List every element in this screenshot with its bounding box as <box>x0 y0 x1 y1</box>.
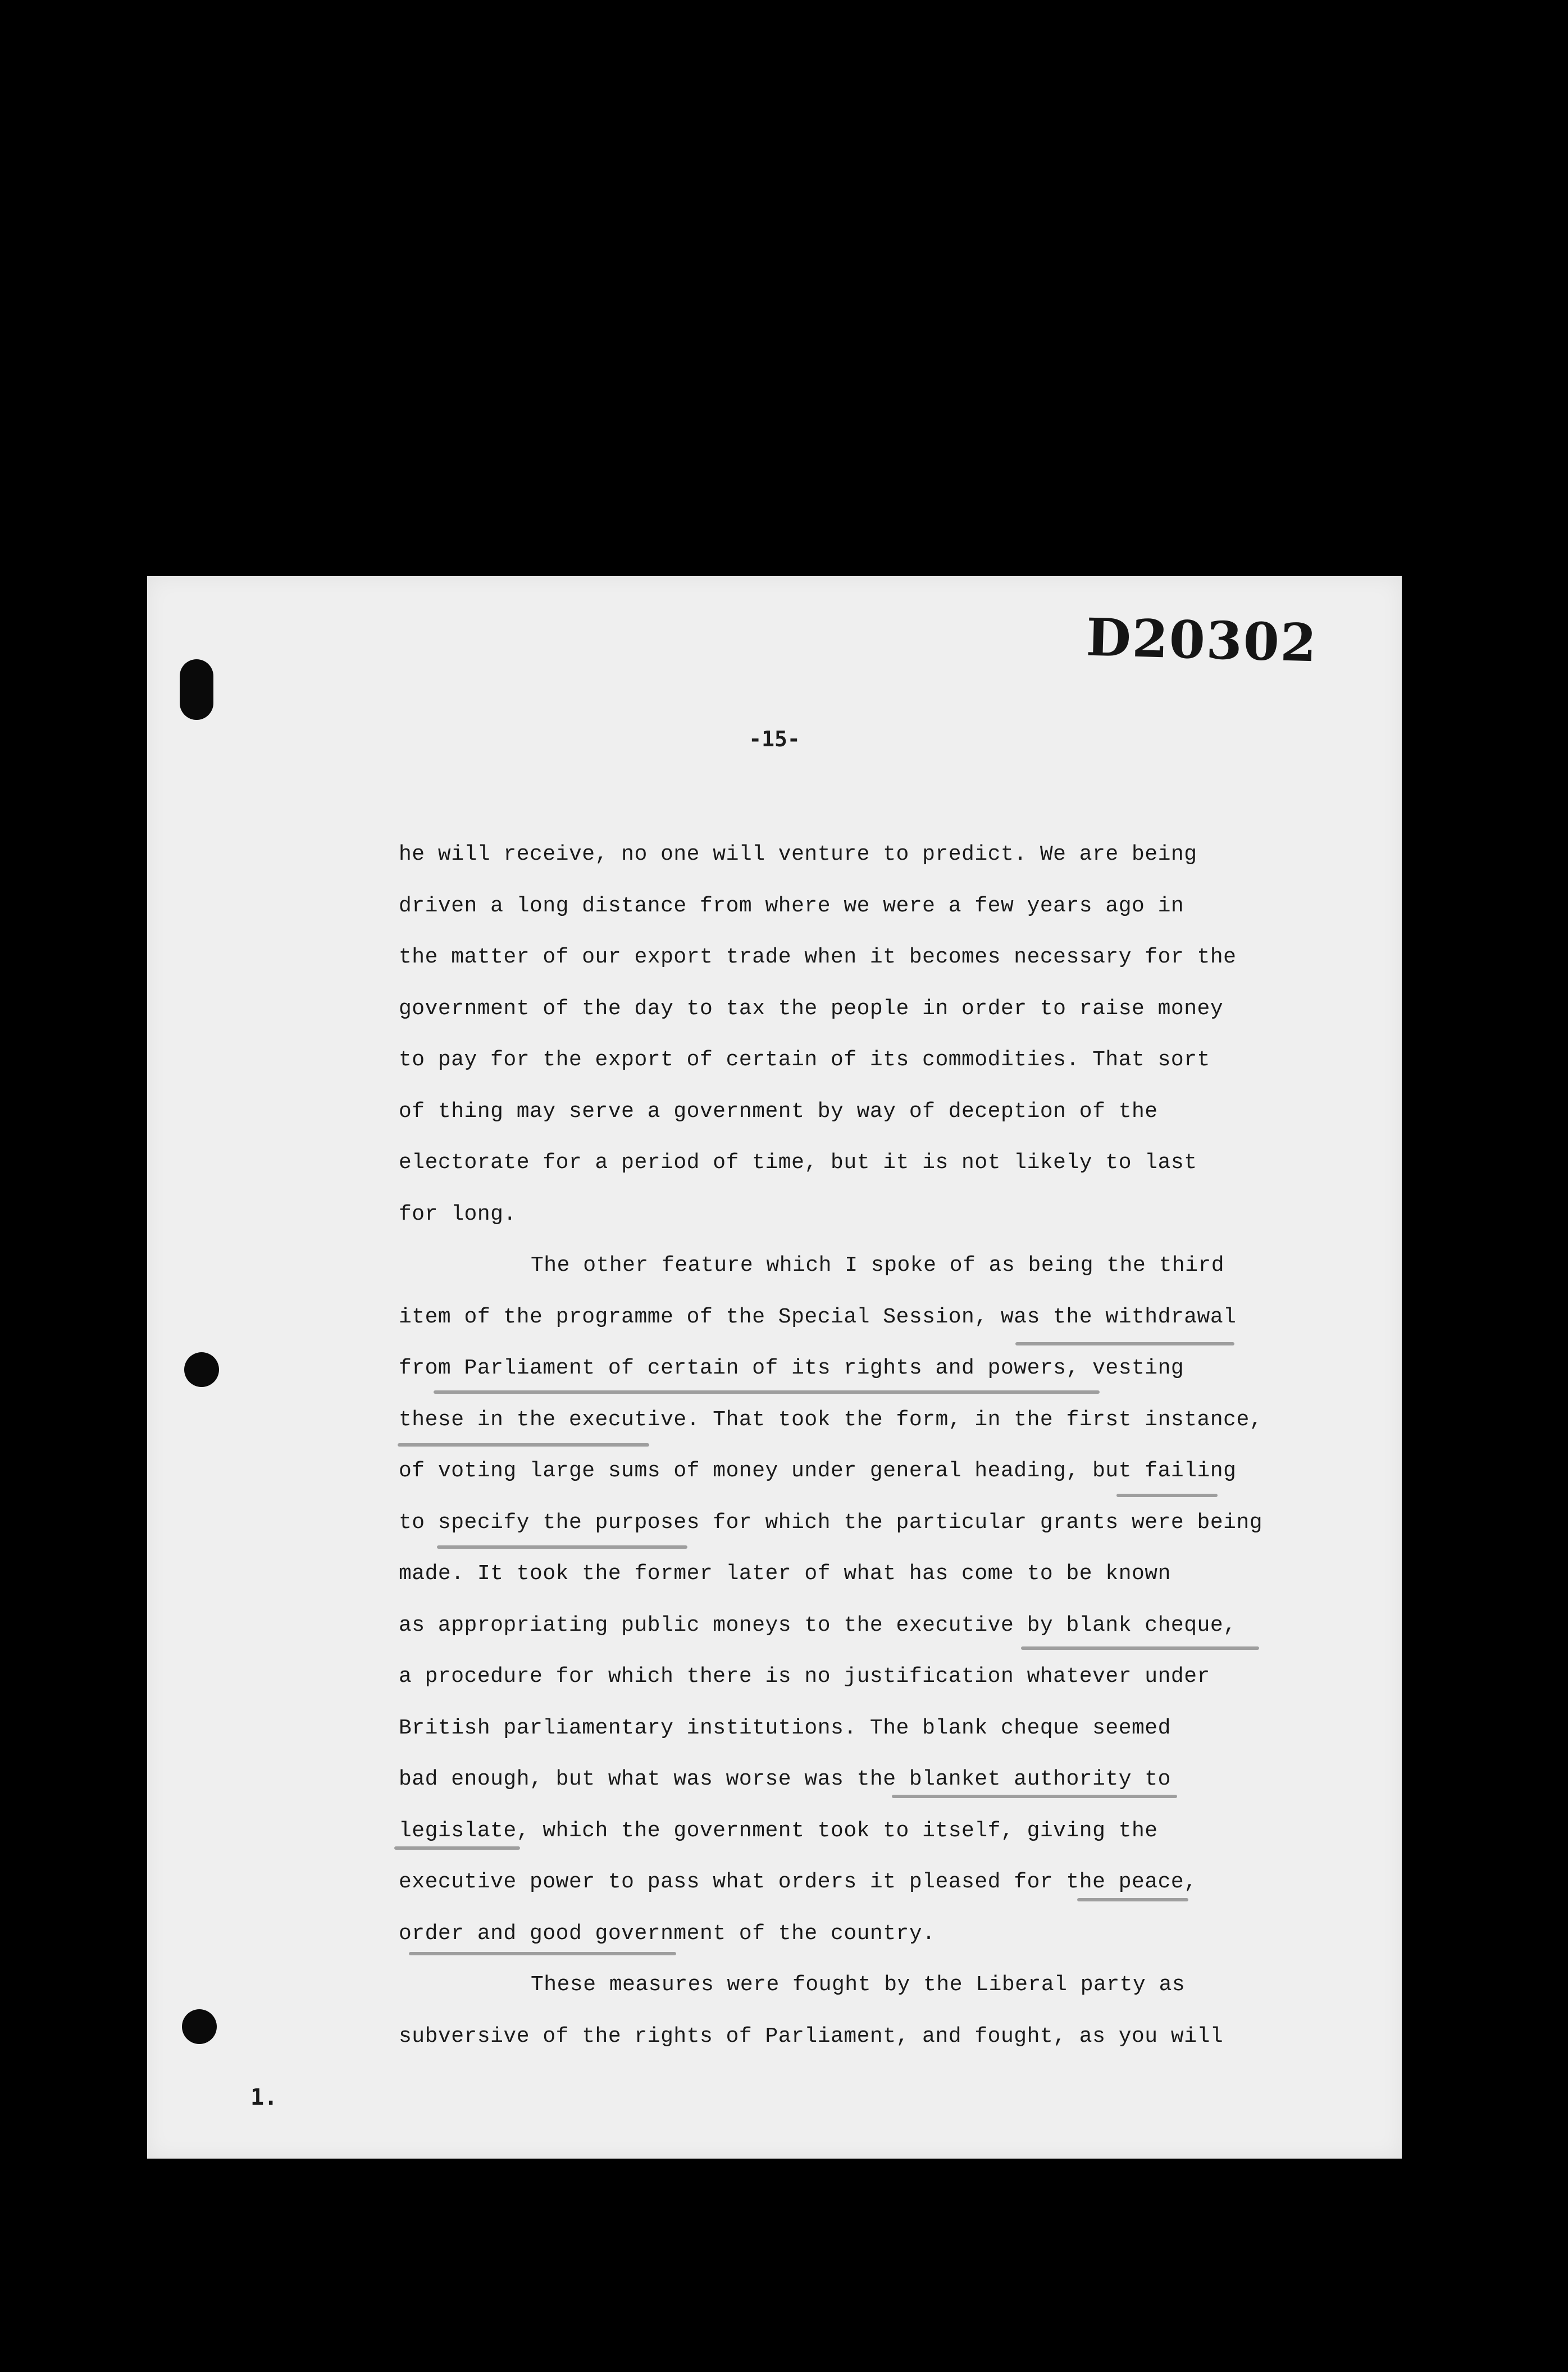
pencil-underline <box>437 1545 687 1549</box>
text-line: legislate, which the government took to itself, giving the <box>399 1818 1158 1843</box>
text-line: electorate for a period of time, but it is not likely to last <box>399 1151 1197 1175</box>
text-line: made. It took the former later of what has come to be known <box>399 1562 1171 1586</box>
text-line: a procedure for which there is no justification whatever under <box>399 1664 1210 1689</box>
binder-hole-middle <box>184 1352 219 1387</box>
document-page <box>147 576 1402 2159</box>
footer-mark: 1. <box>250 2084 278 2110</box>
text-line-paragraph-start: These measures were fought by the Liberal party as <box>531 1973 1186 1997</box>
text-line: for long. <box>399 1202 517 1226</box>
text-line: British parliamentary institutions. The blank cheque seemed <box>399 1716 1171 1740</box>
text-line: government of the day to tax the people in order to raise money <box>399 996 1224 1021</box>
text-line: item of the programme of the Special Session, was the withdrawal <box>399 1304 1237 1329</box>
text-line: executive power to pass what orders it pleased for the peace, <box>399 1870 1197 1894</box>
pencil-underline <box>892 1795 1177 1798</box>
text-line: these in the executive. That took the form, in the first instance, <box>399 1407 1263 1432</box>
pencil-underline <box>1021 1646 1259 1650</box>
text-line: driven a long distance from where we were a few years ago in <box>399 893 1184 918</box>
pencil-underline <box>1015 1342 1234 1345</box>
document-id-stamp: D20302 <box>1085 606 1319 674</box>
text-line: the matter of our export trade when it becomes necessary for the <box>399 945 1237 969</box>
text-line: from Parliament of certain of its rights and powers, vesting <box>399 1356 1184 1380</box>
text-line: subversive of the rights of Parliament, and fought, as you will <box>399 2024 1224 2049</box>
text-line: to pay for the export of certain of its commodities. That sort <box>399 1048 1210 1072</box>
text-line: to specify the purposes for which the particular grants were being <box>399 1510 1263 1535</box>
text-line-paragraph-start: The other feature which I spoke of as being the third <box>531 1253 1225 1278</box>
pencil-underline <box>409 1952 676 1955</box>
pencil-underline <box>434 1390 1100 1394</box>
pencil-underline <box>398 1443 649 1447</box>
pencil-underline <box>394 1846 520 1850</box>
text-line: he will receive, no one will venture to predict. We are being <box>399 842 1197 866</box>
binder-hole-bottom <box>182 2009 217 2044</box>
text-line: order and good government of the country. <box>399 1921 936 1946</box>
page-number: -15- <box>749 727 800 751</box>
pencil-underline <box>1116 1494 1218 1497</box>
binder-hole-top <box>180 659 213 720</box>
pencil-underline <box>1077 1898 1188 1901</box>
text-line: of voting large sums of money under general heading, but failing <box>399 1459 1237 1483</box>
text-line: bad enough, but what was worse was the blanket authority to <box>399 1767 1171 1791</box>
text-line: as appropriating public moneys to the executive by blank cheque, <box>399 1613 1237 1637</box>
text-line: of thing may serve a government by way of deception of the <box>399 1099 1158 1124</box>
